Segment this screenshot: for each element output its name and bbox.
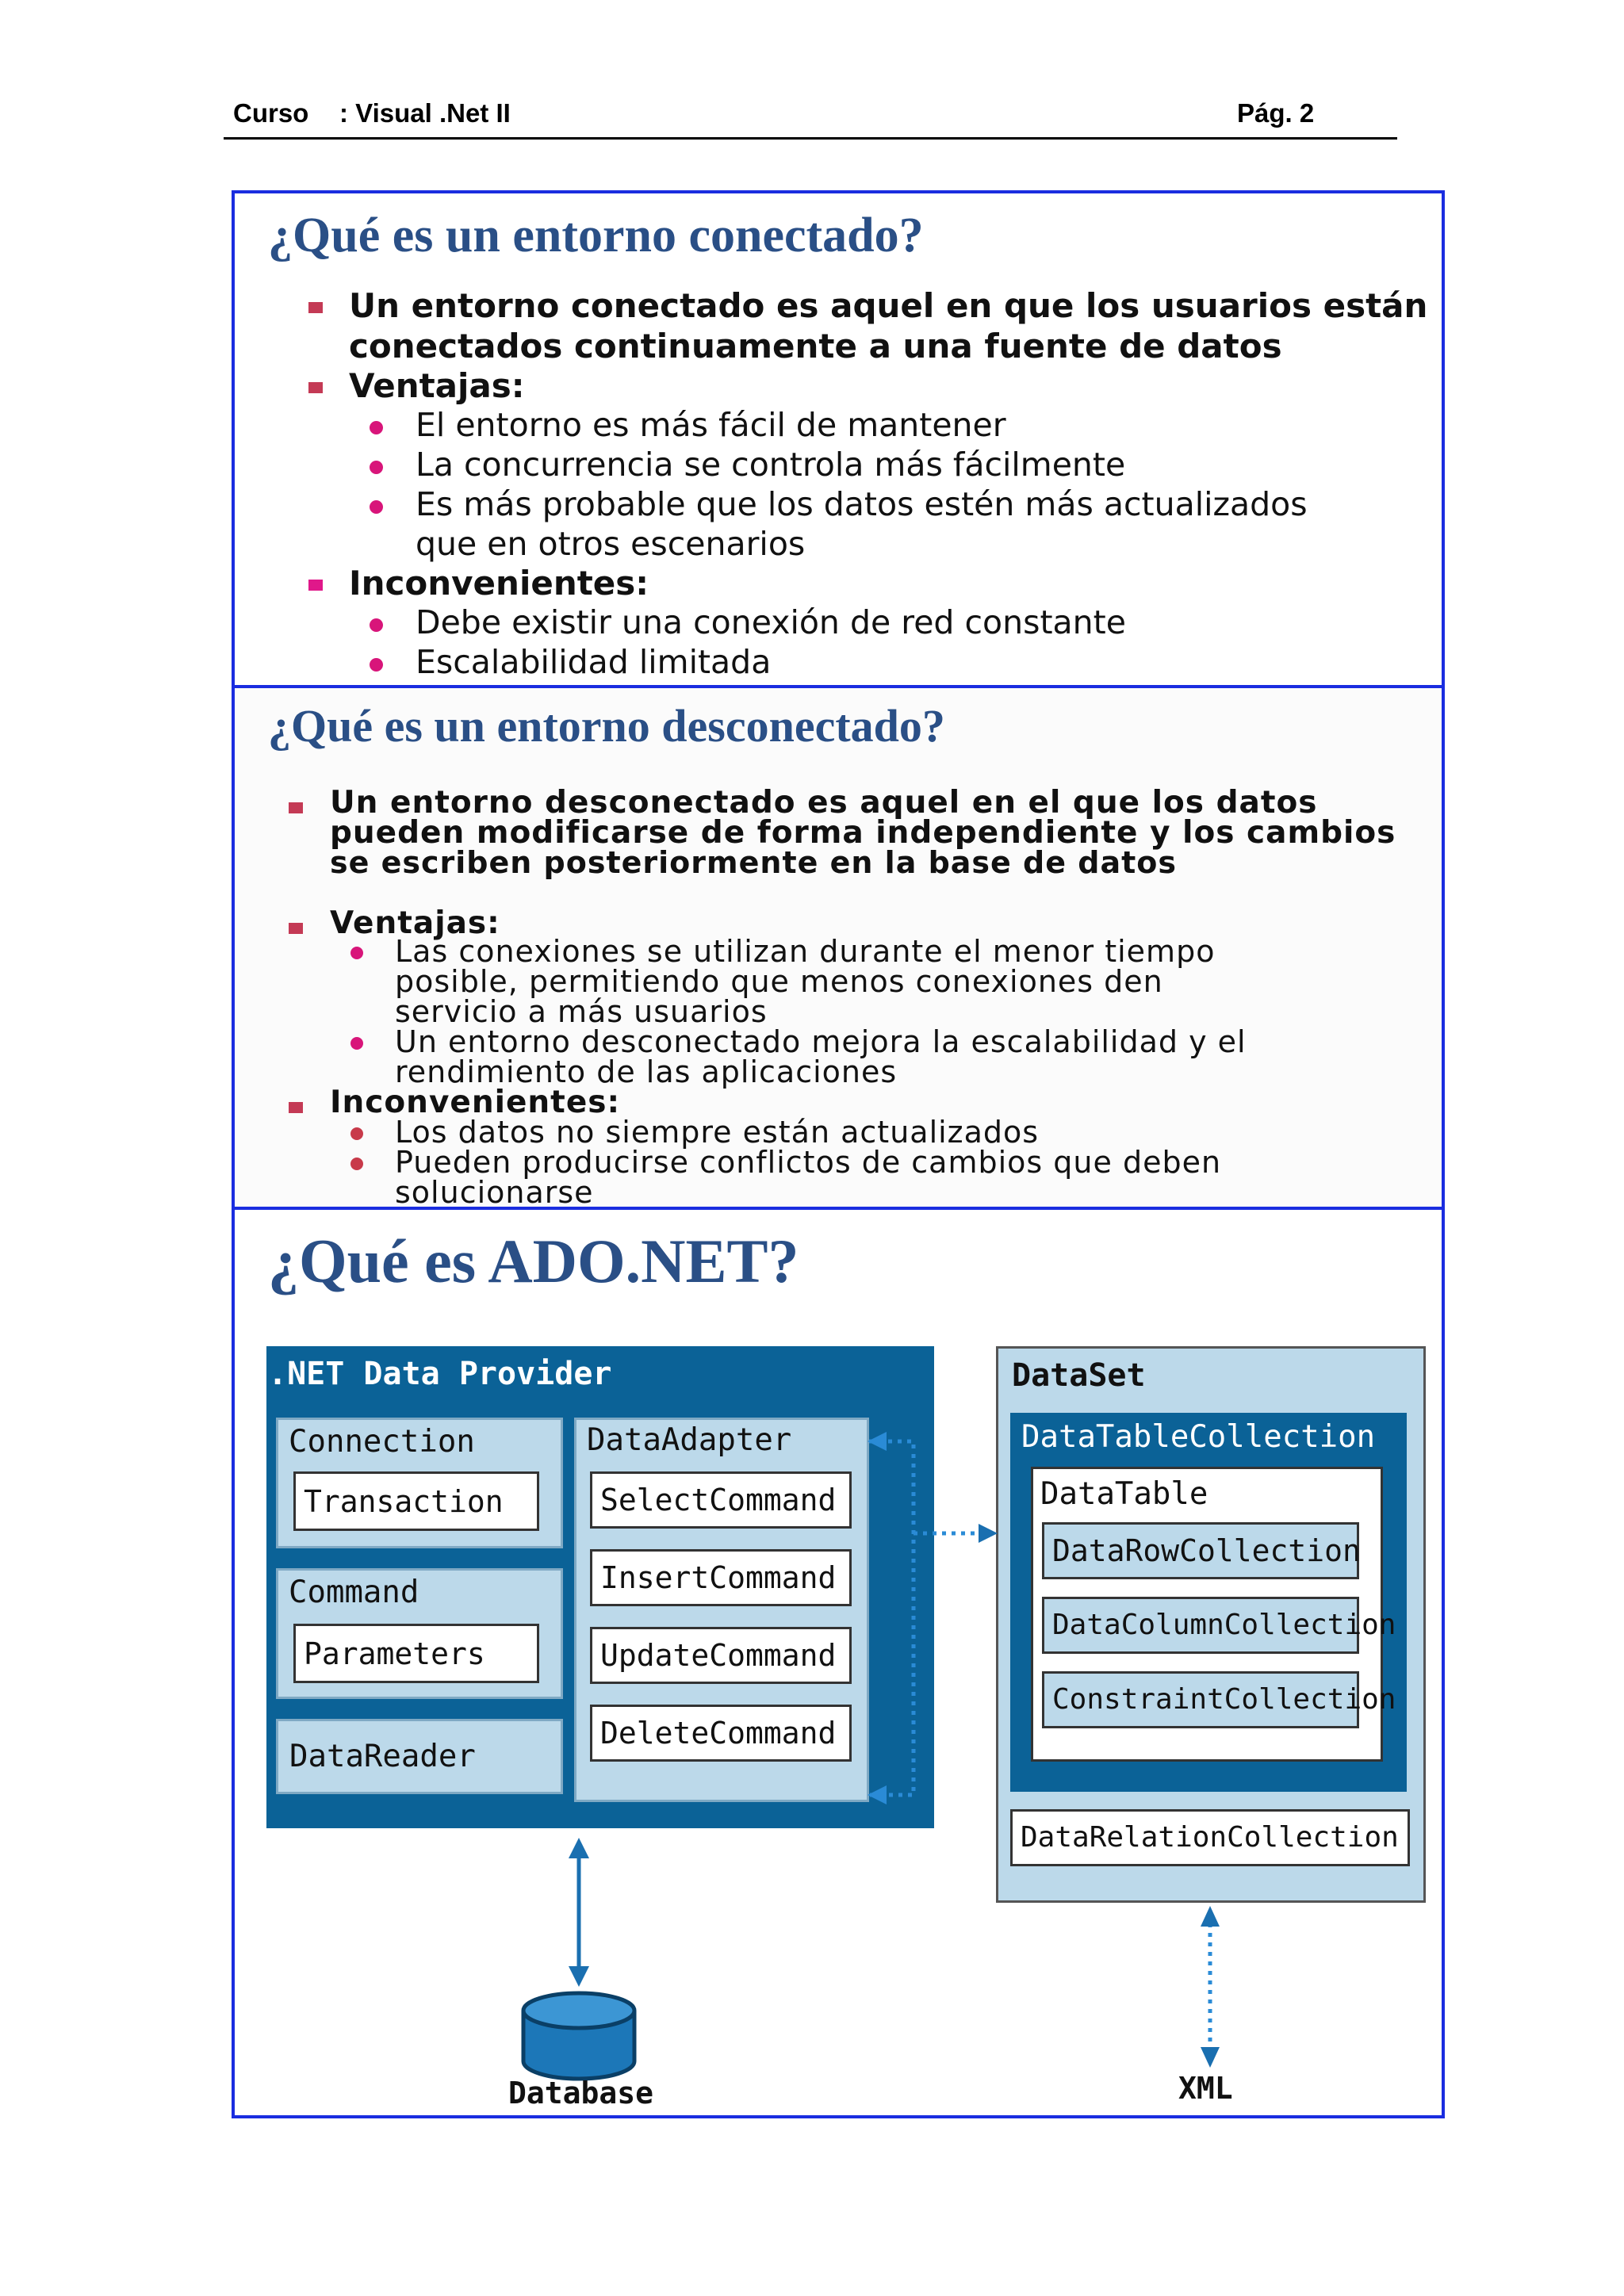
database-arrow-down	[569, 1966, 589, 1987]
disconnected-title: ¿Qué es un entorno desconectado?	[268, 700, 945, 752]
datatable-label: DataTable	[1040, 1476, 1208, 1512]
disconnected-disadvantage-item: Los datos no siempre están actualizados	[395, 1115, 1040, 1150]
xml-label: XML	[1178, 2071, 1233, 2106]
disconnected-advantage-item: posible, permitiendo que menos conexiones den	[395, 964, 1163, 999]
datarelation-collection-box: DataRelationCollection	[1010, 1809, 1410, 1866]
command-label: Command	[289, 1575, 419, 1610]
bullet-dot	[350, 1127, 363, 1140]
bullet-dot	[370, 500, 383, 514]
disconnected-panel	[232, 685, 1445, 1210]
database-arrow-up	[569, 1838, 589, 1858]
bullet-square	[308, 580, 323, 591]
course-label: Curso	[233, 98, 309, 128]
bullet-dot	[370, 461, 383, 474]
disconnected-advantages-label: Ventajas:	[330, 905, 500, 941]
connected-definition-line1: Un entorno conectado es aquel en que los usuarios están	[349, 286, 1428, 325]
bullet-square	[308, 302, 323, 313]
adonet-title: ¿Qué es ADO.NET?	[268, 1226, 799, 1295]
adapter-loop-arrow-bottom	[868, 1785, 887, 1804]
course-value: : Visual .Net II	[339, 98, 511, 128]
disconnected-advantage-item: rendimiento de las aplicaciones	[395, 1054, 898, 1089]
bullet-dot	[350, 947, 363, 959]
connection-label: Connection	[289, 1424, 475, 1460]
connected-panel	[232, 190, 1445, 688]
bullet-square	[289, 1102, 303, 1113]
connected-disadvantage-item: Escalabilidad limitada	[416, 643, 772, 681]
disconnected-disadvantage-item: solucionarse	[395, 1175, 594, 1210]
xml-arrow-up	[1201, 1906, 1220, 1927]
adonet-panel	[232, 1207, 1445, 2118]
datareader-label: DataReader	[289, 1739, 476, 1774]
disconnected-advantage-item: Las conexiones se utilizan durante el menor tiempo	[395, 934, 1216, 969]
dataadapter-label: DataAdapter	[587, 1422, 792, 1458]
connected-advantage-item: El entorno es más fácil de mantener	[416, 406, 1006, 444]
dataset-title: DataSet	[1012, 1357, 1146, 1394]
dataset-arrow	[979, 1524, 998, 1543]
connected-advantage-item: La concurrencia se controla más fácilmente	[416, 446, 1126, 484]
connected-title: ¿Qué es un entorno conectado?	[268, 209, 924, 262]
parameters-box: Parameters	[293, 1624, 539, 1683]
bullet-square	[308, 382, 323, 393]
bullet-square	[289, 923, 303, 934]
disconnected-definition-line: se escriben posteriormente en la base de datos	[330, 845, 1177, 880]
disconnected-disadvantages-label: Inconvenientes:	[330, 1085, 621, 1120]
connected-advantage-item: que en otros escenarios	[416, 525, 806, 563]
header-rule	[224, 137, 1397, 140]
connected-definition-line2: conectados continuamente a una fuente de datos	[349, 327, 1282, 365]
database-label: Database	[508, 2076, 654, 2110]
connected-disadvantages-label: Inconvenientes:	[349, 564, 649, 603]
bullet-dot	[350, 1037, 363, 1050]
adapter-loop-arrow-top	[868, 1432, 887, 1451]
disconnected-definition-line: pueden modificarse de forma independiente y los cambios	[330, 815, 1396, 851]
bullet-dot	[370, 658, 383, 672]
bullet-dot	[370, 421, 383, 434]
bullet-square	[289, 802, 303, 813]
datarow-collection-box: DataRowCollection	[1042, 1522, 1359, 1579]
disconnected-advantage-item: Un entorno desconectado mejora la escalabilidad y el	[395, 1024, 1247, 1059]
connected-disadvantage-item: Debe existir una conexión de red constante	[416, 603, 1126, 641]
diagram-connectors	[235, 1210, 1442, 2115]
disconnected-disadvantage-item: Pueden producirse conflictos de cambios que deben	[395, 1145, 1222, 1180]
constraint-collection-box: ConstraintCollection	[1042, 1671, 1359, 1728]
disconnected-definition-line: Un entorno desconectado es aquel en el que los datos	[330, 785, 1318, 821]
connected-advantages-label: Ventajas:	[349, 366, 525, 405]
page-number: Pág. 2	[1237, 98, 1315, 128]
datatable-collection-label: DataTableCollection	[1021, 1419, 1376, 1455]
transaction-box: Transaction	[293, 1471, 539, 1531]
connected-advantage-item: Es más probable que los datos estén más actualizados	[416, 485, 1308, 523]
database-icon	[523, 1993, 634, 2079]
insert-command-box: InsertCommand	[590, 1549, 852, 1606]
datacolumn-collection-box: DataColumnCollection	[1042, 1597, 1359, 1654]
adapter-loop-line	[869, 1441, 914, 1795]
bullet-dot	[370, 618, 383, 632]
delete-command-box: DeleteCommand	[590, 1705, 852, 1762]
update-command-box: UpdateCommand	[590, 1627, 852, 1684]
xml-arrow-down	[1201, 2047, 1220, 2068]
bullet-dot	[350, 1158, 363, 1170]
select-command-box: SelectCommand	[590, 1471, 852, 1529]
disconnected-advantage-item: servicio a más usuarios	[395, 994, 768, 1029]
data-provider-title: .NET Data Provider	[268, 1356, 612, 1392]
